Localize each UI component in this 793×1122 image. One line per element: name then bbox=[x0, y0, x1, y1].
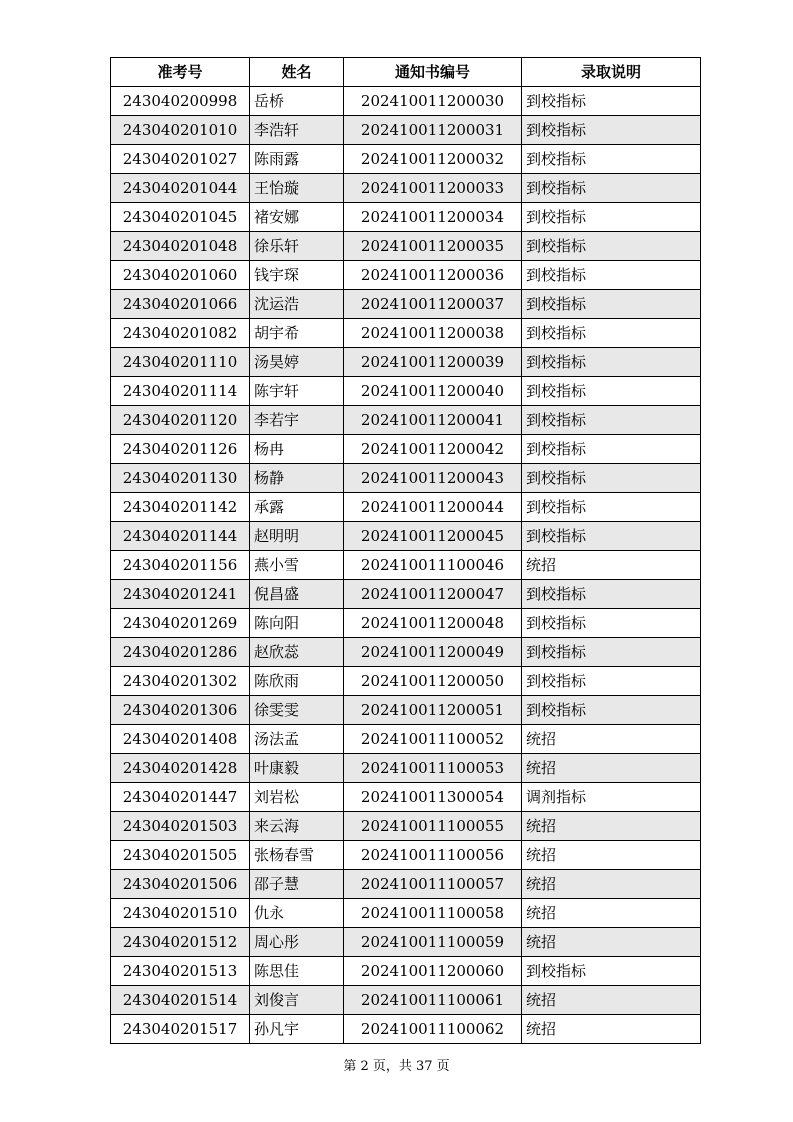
name-cell: 沈运浩 bbox=[250, 290, 344, 319]
admission-note-cell: 统招 bbox=[522, 928, 701, 957]
name-cell: 徐乐轩 bbox=[250, 232, 344, 261]
exam-number-cell: 243040201408 bbox=[111, 725, 250, 754]
notice-number-cell: 202410011200045 bbox=[344, 522, 522, 551]
admission-note-cell: 到校指标 bbox=[522, 87, 701, 116]
exam-number-cell: 243040201286 bbox=[111, 638, 250, 667]
table-row bbox=[111, 203, 701, 232]
admission-note-cell: 到校指标 bbox=[522, 377, 701, 406]
table-row bbox=[111, 812, 701, 841]
name-cell: 邵子慧 bbox=[250, 870, 344, 899]
table-row bbox=[111, 870, 701, 899]
exam-number-cell: 243040201142 bbox=[111, 493, 250, 522]
table-row bbox=[111, 638, 701, 667]
notice-number-cell: 202410011100046 bbox=[344, 551, 522, 580]
name-cell: 胡宇希 bbox=[250, 319, 344, 348]
exam-number-cell: 243040201010 bbox=[111, 116, 250, 145]
exam-number-cell: 243040201512 bbox=[111, 928, 250, 957]
notice-number-cell: 202410011200030 bbox=[344, 87, 522, 116]
table-row bbox=[111, 406, 701, 435]
admission-note-cell: 到校指标 bbox=[522, 696, 701, 725]
notice-number-cell: 202410011200039 bbox=[344, 348, 522, 377]
table-row bbox=[111, 377, 701, 406]
exam-number-cell: 243040201506 bbox=[111, 870, 250, 899]
name-cell: 陈宇轩 bbox=[250, 377, 344, 406]
table-row bbox=[111, 522, 701, 551]
name-cell: 杨冉 bbox=[250, 435, 344, 464]
table-body bbox=[111, 87, 701, 1044]
exam-number-cell: 243040200998 bbox=[111, 87, 250, 116]
notice-number-cell: 202410011200037 bbox=[344, 290, 522, 319]
notice-number-cell: 202410011200034 bbox=[344, 203, 522, 232]
name-cell: 李浩轩 bbox=[250, 116, 344, 145]
table-row bbox=[111, 116, 701, 145]
exam-number-cell: 243040201120 bbox=[111, 406, 250, 435]
table-row bbox=[111, 174, 701, 203]
admission-table bbox=[110, 57, 701, 1044]
table-row bbox=[111, 841, 701, 870]
exam-number-cell: 243040201510 bbox=[111, 899, 250, 928]
name-cell: 来云海 bbox=[250, 812, 344, 841]
table-row bbox=[111, 464, 701, 493]
admission-note-cell: 到校指标 bbox=[522, 435, 701, 464]
notice-number-cell: 202410011200060 bbox=[344, 957, 522, 986]
table-row bbox=[111, 1015, 701, 1044]
notice-number-cell: 202410011200050 bbox=[344, 667, 522, 696]
admission-note-cell: 统招 bbox=[522, 870, 701, 899]
name-cell: 王怡璇 bbox=[250, 174, 344, 203]
name-cell: 陈思佳 bbox=[250, 957, 344, 986]
exam-number-cell: 243040201428 bbox=[111, 754, 250, 783]
admission-note-cell: 到校指标 bbox=[522, 493, 701, 522]
name-cell: 承露 bbox=[250, 493, 344, 522]
exam-number-cell: 243040201060 bbox=[111, 261, 250, 290]
page-footer: 第 2 页，共 37 页 bbox=[343, 1059, 450, 1074]
name-cell: 周心彤 bbox=[250, 928, 344, 957]
name-cell: 赵明明 bbox=[250, 522, 344, 551]
notice-number-cell: 202410011200047 bbox=[344, 580, 522, 609]
admission-note-cell: 到校指标 bbox=[522, 609, 701, 638]
name-cell: 汤法孟 bbox=[250, 725, 344, 754]
table-row bbox=[111, 725, 701, 754]
exam-number-cell: 243040201027 bbox=[111, 145, 250, 174]
admission-note-cell: 到校指标 bbox=[522, 406, 701, 435]
notice-number-cell: 202410011100055 bbox=[344, 812, 522, 841]
header-notice-number: 通知书编号 bbox=[344, 58, 522, 87]
table-row bbox=[111, 928, 701, 957]
name-cell: 赵欣蕊 bbox=[250, 638, 344, 667]
notice-number-cell: 202410011200033 bbox=[344, 174, 522, 203]
exam-number-cell: 243040201156 bbox=[111, 551, 250, 580]
exam-number-cell: 243040201505 bbox=[111, 841, 250, 870]
notice-number-cell: 202410011100058 bbox=[344, 899, 522, 928]
notice-number-cell: 202410011200040 bbox=[344, 377, 522, 406]
table-row bbox=[111, 290, 701, 319]
table-row bbox=[111, 261, 701, 290]
notice-number-cell: 202410011200042 bbox=[344, 435, 522, 464]
exam-number-cell: 243040201126 bbox=[111, 435, 250, 464]
notice-number-cell: 202410011200038 bbox=[344, 319, 522, 348]
admission-note-cell: 到校指标 bbox=[522, 580, 701, 609]
admission-note-cell: 到校指标 bbox=[522, 116, 701, 145]
name-cell: 陈向阳 bbox=[250, 609, 344, 638]
table-row bbox=[111, 754, 701, 783]
exam-number-cell: 243040201044 bbox=[111, 174, 250, 203]
name-cell: 钱宇琛 bbox=[250, 261, 344, 290]
exam-number-cell: 243040201269 bbox=[111, 609, 250, 638]
exam-number-cell: 243040201503 bbox=[111, 812, 250, 841]
exam-number-cell: 243040201082 bbox=[111, 319, 250, 348]
admission-note-cell: 到校指标 bbox=[522, 667, 701, 696]
table-row bbox=[111, 87, 701, 116]
exam-number-cell: 243040201514 bbox=[111, 986, 250, 1015]
admission-note-cell: 到校指标 bbox=[522, 261, 701, 290]
header-admission-note: 录取说明 bbox=[522, 58, 701, 87]
admission-note-cell: 统招 bbox=[522, 725, 701, 754]
admission-note-cell: 统招 bbox=[522, 1015, 701, 1044]
table-row bbox=[111, 609, 701, 638]
name-cell: 汤昊婷 bbox=[250, 348, 344, 377]
table-row bbox=[111, 348, 701, 377]
table-row bbox=[111, 899, 701, 928]
admission-note-cell: 到校指标 bbox=[522, 232, 701, 261]
header-name: 姓名 bbox=[250, 58, 344, 87]
notice-number-cell: 202410011200044 bbox=[344, 493, 522, 522]
table-row bbox=[111, 696, 701, 725]
admission-note-cell: 统招 bbox=[522, 551, 701, 580]
table-row bbox=[111, 435, 701, 464]
name-cell: 陈雨露 bbox=[250, 145, 344, 174]
table-row bbox=[111, 986, 701, 1015]
header-exam-number: 准考号 bbox=[111, 58, 250, 87]
admission-note-cell: 到校指标 bbox=[522, 348, 701, 377]
exam-number-cell: 243040201130 bbox=[111, 464, 250, 493]
notice-number-cell: 202410011200049 bbox=[344, 638, 522, 667]
admission-note-cell: 到校指标 bbox=[522, 638, 701, 667]
exam-number-cell: 243040201306 bbox=[111, 696, 250, 725]
exam-number-cell: 243040201114 bbox=[111, 377, 250, 406]
admission-note-cell: 到校指标 bbox=[522, 464, 701, 493]
notice-number-cell: 202410011100061 bbox=[344, 986, 522, 1015]
admission-note-cell: 到校指标 bbox=[522, 957, 701, 986]
name-cell: 仇永 bbox=[250, 899, 344, 928]
admission-note-cell: 到校指标 bbox=[522, 145, 701, 174]
admission-note-cell: 统招 bbox=[522, 899, 701, 928]
admission-note-cell: 统招 bbox=[522, 754, 701, 783]
notice-number-cell: 202410011100052 bbox=[344, 725, 522, 754]
name-cell: 张杨春雪 bbox=[250, 841, 344, 870]
name-cell: 徐雯雯 bbox=[250, 696, 344, 725]
name-cell: 孙凡宇 bbox=[250, 1015, 344, 1044]
table-row bbox=[111, 319, 701, 348]
admission-note-cell: 统招 bbox=[522, 812, 701, 841]
notice-number-cell: 202410011100056 bbox=[344, 841, 522, 870]
table-row bbox=[111, 957, 701, 986]
name-cell: 杨静 bbox=[250, 464, 344, 493]
notice-number-cell: 202410011200051 bbox=[344, 696, 522, 725]
notice-number-cell: 202410011200031 bbox=[344, 116, 522, 145]
notice-number-cell: 202410011100062 bbox=[344, 1015, 522, 1044]
admission-note-cell: 到校指标 bbox=[522, 203, 701, 232]
exam-number-cell: 243040201517 bbox=[111, 1015, 250, 1044]
admission-note-cell: 到校指标 bbox=[522, 174, 701, 203]
name-cell: 陈欣雨 bbox=[250, 667, 344, 696]
table-header bbox=[111, 58, 701, 87]
admission-note-cell: 到校指标 bbox=[522, 319, 701, 348]
table-row bbox=[111, 667, 701, 696]
notice-number-cell: 202410011200048 bbox=[344, 609, 522, 638]
admission-note-cell: 到校指标 bbox=[522, 522, 701, 551]
name-cell: 燕小雪 bbox=[250, 551, 344, 580]
name-cell: 刘岩松 bbox=[250, 783, 344, 812]
admission-note-cell: 到校指标 bbox=[522, 290, 701, 319]
notice-number-cell: 202410011100057 bbox=[344, 870, 522, 899]
table-row bbox=[111, 551, 701, 580]
table-row bbox=[111, 783, 701, 812]
name-cell: 叶康毅 bbox=[250, 754, 344, 783]
exam-number-cell: 243040201144 bbox=[111, 522, 250, 551]
table-row bbox=[111, 493, 701, 522]
notice-number-cell: 202410011200041 bbox=[344, 406, 522, 435]
table-row bbox=[111, 580, 701, 609]
name-cell: 褚安娜 bbox=[250, 203, 344, 232]
exam-number-cell: 243040201045 bbox=[111, 203, 250, 232]
notice-number-cell: 202410011200036 bbox=[344, 261, 522, 290]
notice-number-cell: 202410011200043 bbox=[344, 464, 522, 493]
name-cell: 刘俊言 bbox=[250, 986, 344, 1015]
notice-number-cell: 202410011100059 bbox=[344, 928, 522, 957]
table-row bbox=[111, 145, 701, 174]
exam-number-cell: 243040201048 bbox=[111, 232, 250, 261]
exam-number-cell: 243040201110 bbox=[111, 348, 250, 377]
admission-note-cell: 统招 bbox=[522, 841, 701, 870]
exam-number-cell: 243040201302 bbox=[111, 667, 250, 696]
header-row bbox=[111, 58, 701, 87]
notice-number-cell: 202410011200032 bbox=[344, 145, 522, 174]
admission-note-cell: 调剂指标 bbox=[522, 783, 701, 812]
table-row bbox=[111, 232, 701, 261]
exam-number-cell: 243040201447 bbox=[111, 783, 250, 812]
notice-number-cell: 202410011300054 bbox=[344, 783, 522, 812]
name-cell: 岳桥 bbox=[250, 87, 344, 116]
exam-number-cell: 243040201066 bbox=[111, 290, 250, 319]
notice-number-cell: 202410011200035 bbox=[344, 232, 522, 261]
admission-note-cell: 统招 bbox=[522, 986, 701, 1015]
notice-number-cell: 202410011100053 bbox=[344, 754, 522, 783]
name-cell: 倪昌盛 bbox=[250, 580, 344, 609]
exam-number-cell: 243040201241 bbox=[111, 580, 250, 609]
exam-number-cell: 243040201513 bbox=[111, 957, 250, 986]
name-cell: 李若宇 bbox=[250, 406, 344, 435]
